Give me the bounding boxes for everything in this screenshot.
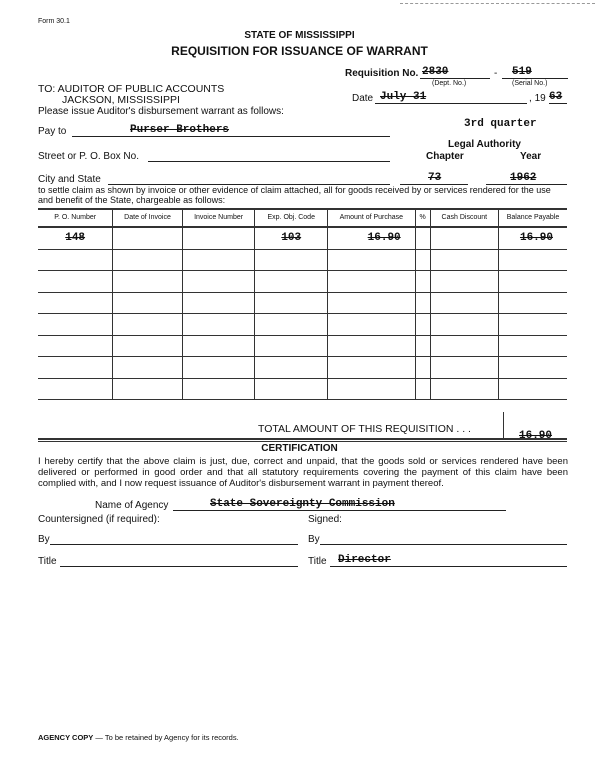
- quarter-value: 3rd quarter: [464, 118, 537, 130]
- table-cell: [430, 357, 498, 379]
- table-cell: [499, 314, 568, 336]
- total-value: 16.90: [519, 430, 553, 442]
- table-cell: [255, 378, 328, 400]
- table-cell: [38, 271, 113, 293]
- addressee-line2: JACKSON, MISSISSIPPI: [62, 94, 180, 106]
- table-cell: 148: [38, 227, 113, 249]
- addressee-line1: TO: AUDITOR OF PUBLIC ACCOUNTS: [38, 83, 225, 95]
- footer-note: [38, 733, 239, 742]
- table-cell: [113, 335, 182, 357]
- claim-text: to settle claim as shown by invoice or other evidence of claim attached, all for goods received by or services rendered for the use and benefit of the State, chargeable as follows:: [38, 185, 551, 205]
- table-cell: [499, 271, 568, 293]
- table-cell: [182, 271, 255, 293]
- table-cell: [415, 292, 430, 314]
- table-cell: [328, 271, 416, 293]
- table-cell: [182, 378, 255, 400]
- date-value: July 31: [380, 91, 427, 103]
- pay-to-label: Pay to: [38, 126, 67, 137]
- certification-heading: CERTIFICATION: [261, 443, 338, 454]
- table-cell: 16.90: [499, 227, 568, 249]
- table-cell: [38, 314, 113, 336]
- street-line: [148, 161, 390, 162]
- col-cash-discount: Cash Discount: [430, 209, 498, 227]
- table-cell: [415, 271, 430, 293]
- table-cell: [430, 292, 498, 314]
- table-cell: [113, 357, 182, 379]
- table-cell: [113, 292, 182, 314]
- table-cell: [182, 249, 255, 271]
- table-cell: [113, 271, 182, 293]
- table-row: [38, 335, 567, 357]
- table-cell: [255, 314, 328, 336]
- table-cell: [430, 249, 498, 271]
- table-cell: [430, 335, 498, 357]
- table-cell: [328, 249, 416, 271]
- serial-no-line: [502, 78, 568, 79]
- table-cell: [328, 314, 416, 336]
- table-cell: [182, 227, 255, 249]
- date-line: [375, 103, 527, 104]
- table-cell: [328, 378, 416, 400]
- year-line: [549, 103, 567, 104]
- table-cell: [499, 249, 568, 271]
- date-label: Date: [352, 93, 374, 104]
- countersigned-label: Countersigned (if required):: [38, 514, 160, 525]
- table-cell: [499, 292, 568, 314]
- table-cell: [113, 314, 182, 336]
- table-row: [38, 227, 567, 249]
- table-cell: [499, 335, 568, 357]
- col-date-of-invoice: Date of Invoice: [113, 209, 182, 227]
- table-row: [38, 292, 567, 314]
- table-cell: [113, 227, 182, 249]
- dept-no-line: [420, 78, 490, 79]
- table-cell: [38, 249, 113, 271]
- table-cell: [415, 249, 430, 271]
- claim-table: [38, 208, 567, 400]
- col-balance-payable: Balance Payable: [499, 209, 568, 227]
- total-label: TOTAL AMOUNT OF THIS REQUISITION . . .: [258, 423, 471, 435]
- table-cell: [182, 357, 255, 379]
- signed-title-label: Title: [308, 556, 327, 567]
- agency-label: Name of Agency: [95, 500, 169, 511]
- pay-to-line: [72, 136, 390, 137]
- table-cell: [255, 271, 328, 293]
- footer-bold: AGENCY COPY: [38, 733, 94, 742]
- table-cell: [430, 378, 498, 400]
- page-title: REQUISITION FOR ISSUANCE OF WARRANT: [171, 44, 428, 58]
- table-cell: [38, 378, 113, 400]
- table-cell: 16.90: [328, 227, 416, 249]
- table-cell: [499, 357, 568, 379]
- table-cell: [328, 292, 416, 314]
- table-cell: [430, 314, 498, 336]
- table-cell: [415, 227, 430, 249]
- table-row: [38, 357, 567, 379]
- agency-line: [173, 510, 506, 511]
- state-heading: STATE OF MISSISSIPPI: [244, 30, 355, 41]
- dept-no-value: 2830: [422, 66, 449, 78]
- serial-no-caption: (Serial No.): [512, 80, 548, 87]
- countersign-title-line: [60, 566, 298, 567]
- table-row: [38, 271, 567, 293]
- table-cell: [113, 249, 182, 271]
- table-cell: [182, 292, 255, 314]
- perforation-line: [400, 3, 595, 4]
- table-cell: [38, 357, 113, 379]
- footer-rest: — To be retained by Agency for its records.: [95, 733, 239, 742]
- total-rule: [38, 438, 567, 440]
- table-cell: 103: [255, 227, 328, 249]
- table-cell: [255, 249, 328, 271]
- countersign-by-line: [50, 544, 298, 545]
- city-label: City and State: [38, 174, 101, 185]
- col-invoice-number: Invoice Number: [182, 209, 255, 227]
- agency-value: State Sovereignty Commission: [210, 498, 395, 510]
- year-label: Year: [520, 151, 542, 162]
- countersign-title-label: Title: [38, 556, 57, 567]
- signed-label: Signed:: [308, 514, 342, 525]
- requisition-label: Requisition No.: [345, 68, 419, 79]
- table-cell: [255, 292, 328, 314]
- table-cell: [255, 335, 328, 357]
- signed-title-line: [330, 566, 567, 567]
- certification-text: I hereby certify that the above claim is just, due, correct and unpaid, that the goods sold or services rendered have been delivered or performed in good order and that all statutory requirements covering the payment of this claim have been complied with, and I now request issuance of Auditor's disbursement warrant in payment thereof.: [38, 456, 568, 489]
- signed-title-value: Director: [338, 554, 391, 566]
- serial-no-value: 519: [512, 66, 532, 78]
- total-rule-2: [38, 441, 567, 442]
- table-cell: [415, 378, 430, 400]
- table-row: [38, 378, 567, 400]
- year-value: 63: [549, 91, 563, 103]
- table-cell: [415, 335, 430, 357]
- table-cell: [38, 292, 113, 314]
- table-cell: [430, 227, 498, 249]
- table-cell: [328, 335, 416, 357]
- table-cell: [415, 357, 430, 379]
- table-cell: [255, 357, 328, 379]
- table-cell: [415, 314, 430, 336]
- instruction-text: Please issue Auditor's disbursement warrant as follows:: [38, 106, 284, 117]
- table-header-row: [38, 209, 567, 227]
- chapter-label: Chapter: [426, 151, 464, 162]
- street-label: Street or P. O. Box No.: [38, 151, 139, 162]
- signed-by-line: [320, 544, 567, 545]
- table-cell: [430, 271, 498, 293]
- table-cell: [38, 335, 113, 357]
- signed-by-label: By: [308, 534, 320, 545]
- authority-year-value: 1962: [510, 172, 537, 184]
- table-cell: [182, 335, 255, 357]
- pay-to-value: Purser Brothers: [130, 124, 230, 136]
- col-amount: Amount of Purchase: [328, 209, 416, 227]
- chapter-value: 73: [428, 172, 442, 184]
- table-cell: [328, 357, 416, 379]
- col-exp-obj-code: Exp. Obj. Code: [255, 209, 328, 227]
- table-cell: [499, 378, 568, 400]
- legal-authority-label: Legal Authority: [448, 139, 521, 150]
- table-cell: [182, 314, 255, 336]
- total-divider: [503, 412, 504, 438]
- table-row: [38, 314, 567, 336]
- year-prefix: 19: [534, 93, 546, 104]
- col-percent: %: [415, 209, 430, 227]
- dept-no-caption: (Dept. No.): [432, 80, 467, 87]
- col-po-number: P. O. Number: [38, 209, 113, 227]
- form-number: Form 30.1: [38, 18, 70, 25]
- dash: -: [494, 68, 498, 79]
- table-row: [38, 249, 567, 271]
- table-cell: [113, 378, 182, 400]
- countersign-by-label: By: [38, 534, 50, 545]
